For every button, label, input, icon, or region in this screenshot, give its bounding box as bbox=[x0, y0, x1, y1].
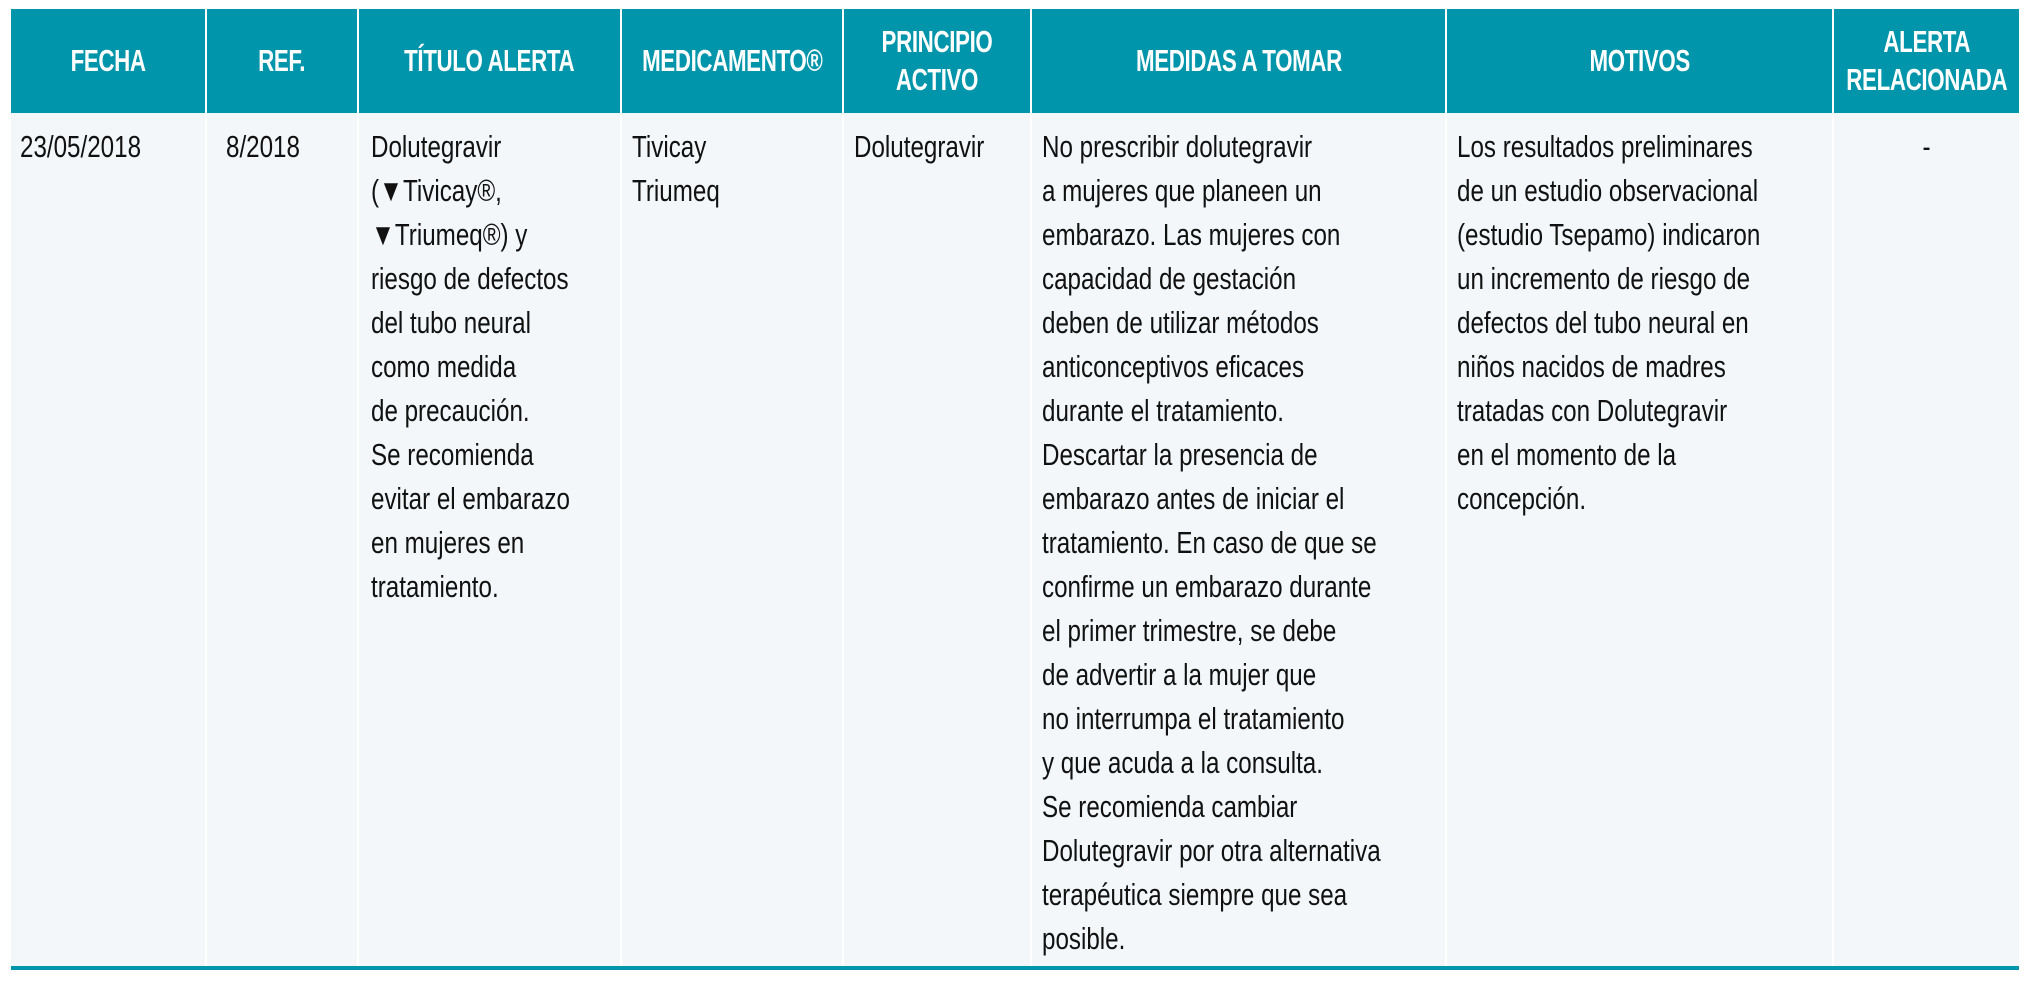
text-line: MEDIDAS A TOMAR bbox=[1135, 43, 1342, 78]
text-line: tratamiento. bbox=[371, 569, 499, 604]
text-line: Descartar la presencia de bbox=[1042, 437, 1318, 472]
text-line: PRINCIPIO bbox=[881, 24, 993, 59]
cell-fecha bbox=[11, 113, 207, 966]
text-line: Se recomienda bbox=[371, 437, 534, 472]
text-line: confirme un embarazo durante bbox=[1042, 569, 1372, 604]
text-line: de precaución. bbox=[371, 393, 530, 428]
text-line: del tubo neural bbox=[371, 305, 531, 340]
header-label bbox=[1589, 42, 1689, 80]
alerts-table bbox=[11, 9, 2019, 970]
text-line: deben de utilizar métodos bbox=[1042, 305, 1319, 340]
text-line: MOTIVOS bbox=[1589, 43, 1690, 78]
text-line: y que acuda a la consulta. bbox=[1042, 745, 1323, 780]
cell-ref bbox=[207, 113, 359, 966]
text-line: niños nacidos de madres bbox=[1457, 349, 1726, 384]
header-titulo-alerta bbox=[359, 9, 622, 113]
text-line: a mujeres que planeen un bbox=[1042, 173, 1322, 208]
cell-principio-activo bbox=[844, 113, 1032, 966]
text-line: - bbox=[1922, 129, 1931, 164]
text-line: REF. bbox=[258, 43, 306, 78]
table-header-row bbox=[11, 9, 2019, 113]
text-line: riesgo de defectos bbox=[371, 261, 569, 296]
header-alerta-relacionada bbox=[1834, 9, 2019, 113]
header-label bbox=[642, 42, 822, 80]
text-line: ALERTA bbox=[1883, 24, 1970, 59]
header-label bbox=[1136, 42, 1342, 80]
text-line: concepción. bbox=[1457, 481, 1587, 516]
header-label bbox=[1846, 23, 2007, 99]
text-line: en el momento de la bbox=[1457, 437, 1677, 472]
text-line: en mujeres en bbox=[371, 525, 525, 560]
text-line: como medida bbox=[371, 349, 517, 384]
text-line: un incremento de riesgo de bbox=[1457, 261, 1751, 296]
text-line: TÍTULO ALERTA bbox=[404, 43, 575, 78]
text-line: capacidad de gestación bbox=[1042, 261, 1297, 296]
text-line: anticonceptivos eficaces bbox=[1042, 349, 1305, 384]
header-medicamento bbox=[622, 9, 844, 113]
text-line: de un estudio observacional bbox=[1457, 173, 1759, 208]
text-line: tratadas con Dolutegravir bbox=[1457, 393, 1728, 428]
text-line: 23/05/2018 bbox=[20, 129, 142, 164]
text-line: Tivicay bbox=[632, 129, 707, 164]
text-line: no interrumpa el tratamiento bbox=[1042, 701, 1345, 736]
text-line: Dolutegravir bbox=[854, 129, 985, 164]
header-fecha bbox=[11, 9, 207, 113]
text-line: Dolutegravir por otra alternativa bbox=[1042, 833, 1381, 868]
text-line: 8/2018 bbox=[226, 129, 300, 164]
text-line: embarazo antes de iniciar el bbox=[1042, 481, 1345, 516]
cell-motivos bbox=[1447, 113, 1834, 966]
header-label bbox=[882, 23, 993, 99]
cell-titulo-alerta bbox=[359, 113, 622, 966]
text-line: tratamiento. En caso de que se bbox=[1042, 525, 1377, 560]
cell-alerta-relacionada bbox=[1834, 113, 2019, 966]
text-line: de advertir a la mujer que bbox=[1042, 657, 1317, 692]
text-line: el primer trimestre, se debe bbox=[1042, 613, 1337, 648]
table-row bbox=[11, 113, 2019, 970]
text-line: embarazo. Las mujeres con bbox=[1042, 217, 1341, 252]
header-label bbox=[404, 42, 574, 80]
text-line: Se recomienda cambiar bbox=[1042, 789, 1298, 824]
header-label bbox=[70, 42, 145, 80]
header-motivos bbox=[1447, 9, 1834, 113]
text-line: terapéutica siempre que sea bbox=[1042, 877, 1348, 912]
text-line: ACTIVO bbox=[895, 62, 979, 97]
text-line: defectos del tubo neural en bbox=[1457, 305, 1749, 340]
cell-medidas-a-tomar bbox=[1032, 113, 1447, 966]
header-principio-activo bbox=[844, 9, 1032, 113]
text-line: Dolutegravir bbox=[371, 129, 502, 164]
text-line: Triumeq bbox=[632, 173, 720, 208]
header-medidas-a-tomar bbox=[1032, 9, 1447, 113]
text-line: Los resultados preliminares bbox=[1457, 129, 1753, 164]
text-line: RELACIONADA bbox=[1846, 62, 2007, 97]
text-line: durante el tratamiento. bbox=[1042, 393, 1284, 428]
text-line: FECHA bbox=[70, 43, 146, 78]
text-line: ▼Triumeq®) y bbox=[371, 217, 528, 252]
text-line: (estudio Tsepamo) indicaron bbox=[1457, 217, 1761, 252]
header-ref bbox=[207, 9, 359, 113]
text-line: No prescribir dolutegravir bbox=[1042, 129, 1313, 164]
text-line: evitar el embarazo bbox=[371, 481, 570, 516]
cell-medicamento bbox=[622, 113, 844, 966]
text-line: posible. bbox=[1042, 921, 1126, 956]
text-line: (▼Tivicay®, bbox=[371, 173, 502, 208]
header-label bbox=[259, 42, 306, 80]
text-line: MEDICAMENTO® bbox=[641, 43, 823, 78]
